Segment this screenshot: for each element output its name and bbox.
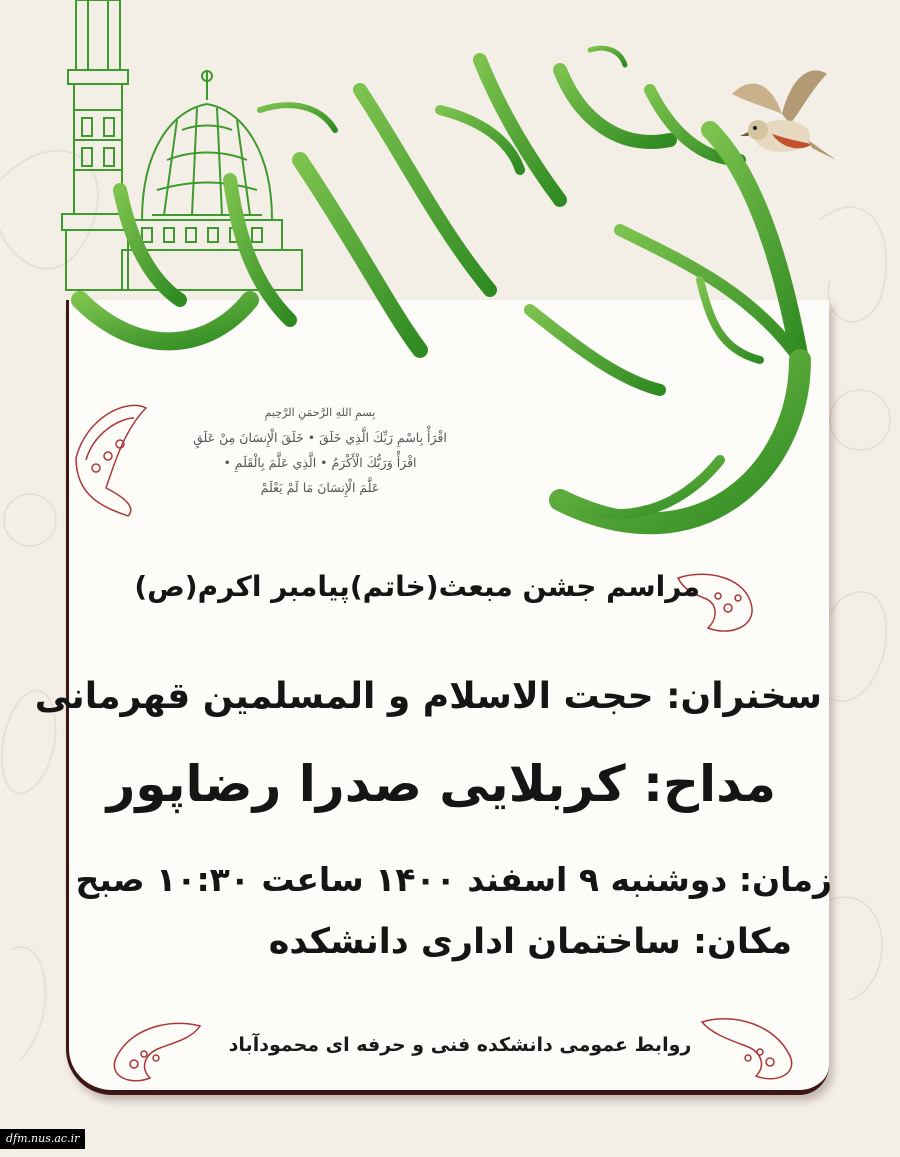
event-title: مراسم جشن مبعث(خاتم)پیامبر اکرم(ص) bbox=[134, 570, 700, 603]
verse-line-3: عَلَّمَ الْإِنسَانَ مَا لَمْ يَعْلَمْ bbox=[260, 480, 380, 495]
bird-illustration bbox=[712, 64, 842, 174]
site-badge: dfm.nus.ac.ir bbox=[0, 1129, 85, 1149]
footer-credit: روابط عمومی دانشکده فنی و حرفه ای محمودآباد bbox=[228, 1034, 692, 1056]
verse-line-1: اقْرَأْ بِاسْمِ رَبِّكَ الَّذِي خَلَقَ • خَلَقَ الْإِنسَانَ مِنْ عَلَقٍ bbox=[193, 430, 447, 445]
paisley-ornament-top-left bbox=[66, 398, 158, 518]
verse-line-2: اقْرَأْ وَرَبُّكَ الْأَكْرَمُ • الَّذِي عَلَّمَ بِالْقَلَمِ • bbox=[223, 455, 417, 470]
speaker-line: سخنران: حجت الاسلام و المسلمین قهرمانی bbox=[34, 676, 822, 717]
maddah-line: مداح: کربلایی صدرا رضاپور bbox=[106, 755, 776, 813]
place-line: مکان: ساختمان اداری دانشکده bbox=[268, 922, 792, 962]
paisley-ornament-bottom-left bbox=[100, 1018, 208, 1088]
basmala: بِسمِ اللهِ الرَّحمَنِ الرَّحِیمِ bbox=[264, 406, 376, 419]
time-line: زمان: دوشنبه ۹ اسفند ۱۴۰۰ ساعت ۱۰:۳۰ صبح bbox=[75, 860, 832, 899]
quran-verse-block bbox=[150, 400, 490, 500]
